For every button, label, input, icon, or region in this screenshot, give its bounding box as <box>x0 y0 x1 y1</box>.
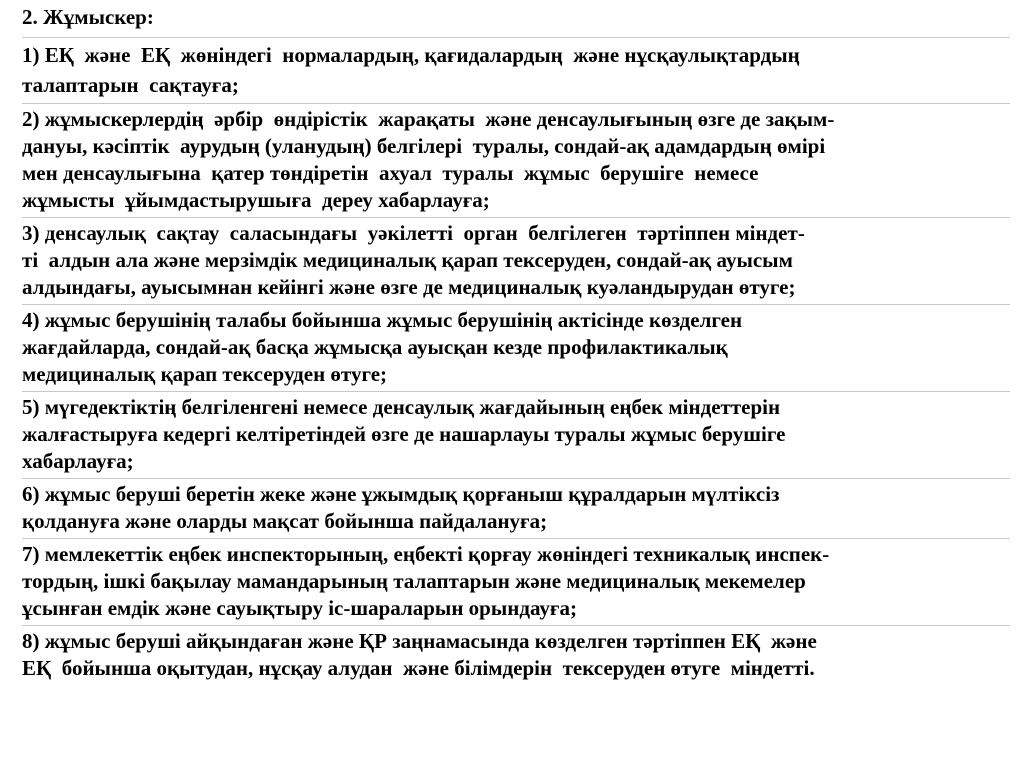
list-item-1-line-1: 1) ЕҚ және ЕҚ жөніндегі нормалардың, қағидалардың және нұсқаулықтардың <box>22 43 800 67</box>
list-item-8-line-2: ЕҚ бойынша оқытудан, нұсқау алудан және білімдерін тексеруден өтуге міндетті. <box>22 656 815 680</box>
list-item-7 <box>22 538 1010 625</box>
list-item-3-line-2: ті алдын ала және мерзімдік медициналық қарап тексеруден, сондай-ақ ауысым <box>22 248 793 272</box>
list-item-1 <box>22 37 1010 103</box>
list-item-3-line-3: алдындағы, ауысымнан кейінгі және өзге де медициналық куәландырудан өтуге; <box>22 275 796 299</box>
list-item-3-line-1: 3) денсаулық сақтау саласындағы уәкілетті орган белгілеген тәртіппен міндет- <box>22 221 805 245</box>
list-item-1-line-2: талаптарын сақтауға; <box>22 73 239 97</box>
list-item-7-line-2: тордың, ішкі бақылау мамандарының талаптарын және медициналық мекемелер <box>22 569 806 593</box>
list-item-2-line-4: жұмысты ұйымдастырушыға дереу хабарлауға; <box>22 188 490 212</box>
list-item-6-line-2: қолдануға және оларды мақсат бойынша пайдалануға; <box>22 509 548 533</box>
list-item-4 <box>22 304 1010 391</box>
list-item-7-line-1: 7) мемлекеттік еңбек инспекторының, еңбекті қорғау жөніндегі техникалық инспек- <box>22 542 830 566</box>
list-item-6 <box>22 478 1010 538</box>
list-item-5-line-2: жалғастыруға кедергі келтіретіндей өзге де нашарлауы туралы жұмыс берушіге <box>22 422 786 446</box>
list-item-5-line-3: хабарлауға; <box>22 449 134 473</box>
list-item-3 <box>22 217 1010 304</box>
section-heading: 2. Жұмыскер: <box>22 5 154 29</box>
list-item-2-line-1: 2) жұмыскерлердің әрбір өндірістік жарақаты және денсаулығының өзге де зақым- <box>22 107 835 131</box>
list-item-6-line-1: 6) жұмыс беруші беретін жеке және ұжымдық қорғаныш құралдарын мүлтіксіз <box>22 482 780 506</box>
list-item-4-line-3: медициналық қарап тексеруден өтуге; <box>22 362 388 386</box>
list-item-5 <box>22 391 1010 478</box>
list-item-7-line-3: ұсынған емдік және сауықтыру іс-шараларын орындауға; <box>22 596 577 620</box>
list-item-8-line-1: 8) жұмыс беруші айқындаған және ҚР заңнамасында көзделген тәртіппен ЕҚ және <box>22 629 817 653</box>
list-item-2-line-3: мен денсаулығына қатер төндіретін ахуал туралы жұмыс берушіге немесе <box>22 161 759 185</box>
list-item-4-line-2: жағдайларда, сондай-ақ басқа жұмысқа ауысқан кезде профилактикалық <box>22 335 728 359</box>
list-item-5-line-1: 5) мүгедектіктің белгіленгені немесе денсаулық жағдайының еңбек міндеттерін <box>22 395 781 419</box>
list-item-2-line-2: дануы, кәсіптік аурудың (уланудың) белгілері туралы, сондай-ақ адамдардың өмірі <box>22 134 826 158</box>
list-item-2 <box>22 103 1010 217</box>
list-item-4-line-1: 4) жұмыс берушінің талабы бойынша жұмыс берушінің актісінде көзделген <box>22 308 743 332</box>
list-item-8 <box>22 625 1010 685</box>
